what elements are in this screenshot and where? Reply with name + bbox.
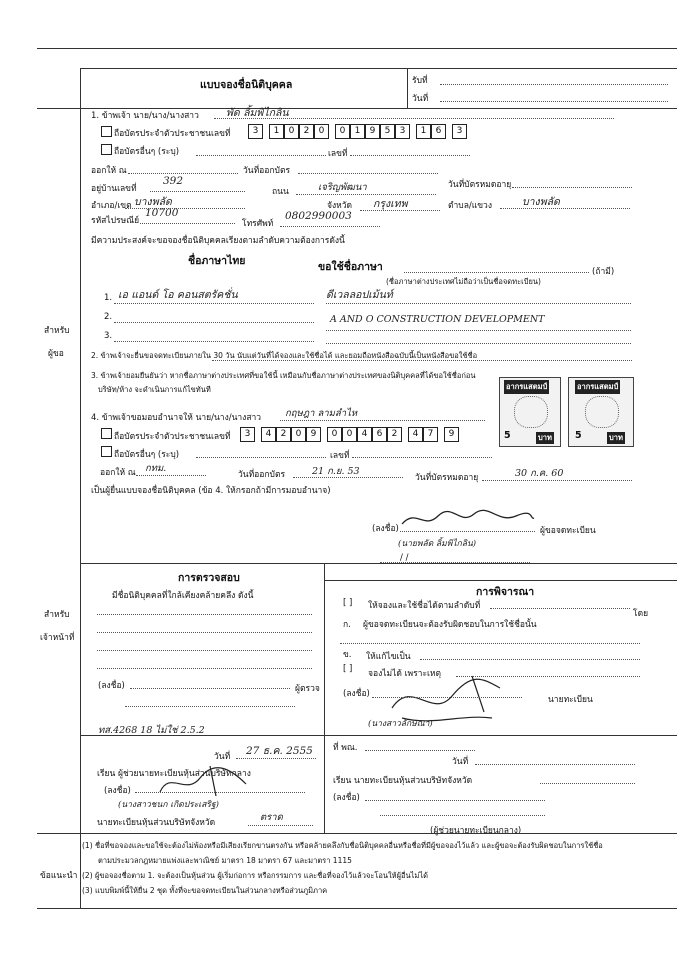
province: กรุงเทพ — [373, 198, 408, 210]
right-role: (ผู้ช่วยนายทะเบียนกลาง) — [430, 826, 522, 836]
opt1-bracket[interactable]: [ ] — [343, 598, 353, 608]
opt-b-field[interactable] — [420, 659, 640, 660]
id-digit-box: 1 — [269, 124, 284, 139]
right-to: เรียน นายทะเบียนหุ้นส่วนบริษัทจังหวัด — [333, 776, 473, 786]
right-sign-field[interactable] — [365, 800, 545, 801]
name-row-2-foreign: A AND O CONSTRUCTION DEVELOPMENT — [330, 314, 545, 325]
id-digit-box: 2 — [299, 124, 314, 139]
id-digit-box: 4 — [261, 427, 276, 442]
name-row-1-foreign-field[interactable] — [326, 303, 631, 304]
delegate-name: กฤษฎา ลามลำไห — [285, 408, 358, 419]
check-title: การตรวจสอบ — [178, 572, 240, 584]
other-card-label: ถือบัตรอื่นๆ (ระบุ) — [114, 147, 180, 157]
id-digit-box: 0 — [342, 427, 357, 442]
number-field[interactable] — [350, 155, 470, 156]
right-name-field[interactable] — [380, 815, 545, 816]
name-row-3-foreign-field[interactable] — [326, 343, 631, 344]
header-divider — [407, 68, 408, 108]
check-line-3[interactable] — [97, 650, 312, 651]
consider-header-line — [324, 580, 677, 581]
applicant-date-line: / / — [400, 553, 409, 563]
opt1-by: โดย — [633, 609, 649, 619]
expiry-field[interactable] — [512, 187, 632, 188]
delegate-issued-at: กทม. — [145, 463, 167, 474]
consider-title: การพิจารณา — [476, 586, 535, 598]
id-digit-box: 9 — [306, 427, 321, 442]
phone-field[interactable] — [280, 226, 380, 227]
delegate-name-field[interactable] — [280, 420, 485, 421]
id-digit-box: 0 — [327, 427, 342, 442]
district: บางพลัด — [522, 196, 560, 208]
applicant-side-label-1: สำหรับ — [44, 326, 70, 336]
applicant-side-label-2: ผู้ขอ — [48, 349, 64, 359]
id-digit-box: 2 — [387, 427, 402, 442]
officer-province: ตราด — [260, 812, 283, 823]
delegate-other-card-field[interactable] — [196, 457, 326, 458]
delegate-number-field[interactable] — [352, 457, 492, 458]
address-no-label: อยู่บ้านเลขที่ — [91, 184, 137, 194]
road-label: ถนน — [272, 187, 289, 197]
name-row-2-thai-field[interactable] — [114, 322, 314, 323]
applicant-name-field[interactable] — [214, 118, 614, 119]
item2-text: 2. ข้าพเจ้าจะยื่นขอจดทะเบียนภายใน 30 วัน นับแต่วันที่ได้จองและใช้ชื่อได้ และยอมถือหนังสือฉบับนี้เป็นหนังสือขอใช้ชื่อ — [91, 351, 478, 360]
name-row-2-no: 2. — [104, 312, 113, 322]
name-row-2-foreign-field[interactable] — [326, 330, 631, 331]
delegate-other-card-label: ถือบัตรอื่นๆ (ระบุ) — [114, 450, 180, 460]
no-field[interactable] — [365, 750, 475, 751]
id-digit-box: 6 — [372, 427, 387, 442]
revenue-stamp-2 — [568, 377, 634, 447]
no-label: ที่ พณ. — [333, 743, 358, 753]
phone-label: โทรศัพท์ — [242, 219, 274, 229]
address-no: 392 — [163, 175, 184, 187]
issue-date-label: วันที่ออกบัตร — [243, 166, 291, 176]
delegate-expiry-label: วันที่บัตรหมดอายุ — [415, 473, 479, 483]
id-digit-box: 3 — [248, 124, 263, 139]
province-field[interactable] — [360, 210, 440, 211]
item1-label: 1. ข้าพเจ้า นาย/นาง/นางสาว — [91, 111, 199, 121]
delegate-number-label: เลขที่ — [330, 451, 350, 461]
applicant-sign-role: ผู้ขอจดทะเบียน — [540, 526, 596, 536]
header-date-label: วันที่ — [412, 94, 429, 104]
item3-text-2: บริษัท/ห้าง จะดำเนินการแก้ไขทันที — [98, 385, 211, 394]
if-any-label: (ถ้ามี) — [592, 267, 615, 277]
check-line-4[interactable] — [97, 668, 312, 669]
name-row-3-no: 3. — [104, 331, 113, 341]
amphoe-field[interactable] — [125, 208, 245, 209]
stamp-1-value: 5 — [504, 430, 511, 441]
registrar-sign-label: (ลงชื่อ) — [343, 689, 370, 699]
opt-a-label: ก. — [343, 620, 351, 630]
item4-label: 4. ข้าพเจ้าขอมอบอำนาจให้ นาย/นาง/นางสาว — [91, 413, 262, 423]
name-row-1-thai-field[interactable] — [114, 303, 314, 304]
applicant-sign-field[interactable] — [400, 531, 535, 532]
name-row-1-no: 1. — [104, 293, 113, 303]
id-digit-box: 9 — [444, 427, 459, 442]
applicant-sign-label: (ลงชื่อ) — [372, 524, 399, 534]
delegate-issue-date: 21 ก.ย. 53 — [312, 466, 360, 477]
to-registrar: เรียน ผู้ช่วยนายทะเบียนหุ้นส่วนบริษัทกลาง — [97, 769, 251, 779]
other-card-field[interactable] — [196, 155, 326, 156]
right-date-field[interactable] — [475, 764, 635, 765]
revenue-stamp-1 — [499, 377, 561, 447]
name-row-1-thai: เอ แอนด์ โอ คอนสตรัคชั่น — [118, 289, 238, 301]
received-no-label: รับที่ — [412, 76, 428, 86]
officer-side-label-1: สำหรับ — [44, 610, 70, 620]
id-digit-box: 0 — [314, 124, 329, 139]
id-digit-box: 1 — [416, 124, 431, 139]
lower-date-label: วันที่ — [214, 752, 231, 762]
road: เจริญพัฒนา — [318, 182, 367, 193]
applicant-signature — [398, 506, 538, 532]
opt2-bracket[interactable]: [ ] — [343, 664, 353, 674]
postcode-label: รหัสไปรษณีย์ — [91, 216, 140, 226]
applicant-signer-name: (นายพลัด ลิ้มพิไกลิน) — [398, 539, 477, 549]
thai-name-header: ชื่อภาษาไทย — [188, 255, 246, 267]
id-digit-box: 3 — [240, 427, 255, 442]
checker-sign-label: (ลงชื่อ) — [98, 681, 125, 691]
header-top-line — [80, 68, 677, 69]
amphoe-label: อำเภอ/เขต — [91, 201, 132, 211]
officer-side-label-2: เจ้าหน้าที่ — [40, 633, 75, 643]
id-card-checkbox[interactable] — [101, 126, 112, 137]
officer-top-line — [80, 563, 677, 564]
id-digit-box: 5 — [380, 124, 395, 139]
stamp-2-text: อากรแสตมป์ — [575, 380, 620, 394]
bottom-border — [37, 908, 677, 909]
opt-a-text: ผู้ขอจดทะเบียนจะต้องรับผิดชอบในการใช้ชื่อนั้น — [363, 620, 537, 630]
address-no-field[interactable] — [150, 191, 245, 192]
note-line-2: ตามประมวลกฎหมายแพ่งและพาณิชย์ มาตรา 18 มาตรา 67 และมาตรา 1115 — [98, 856, 352, 865]
stamp-1-unit: บาท — [538, 433, 552, 442]
lower-sign-label: (ลงชื่อ) — [104, 786, 131, 796]
check-line-1[interactable] — [97, 614, 312, 615]
province-label: จังหวัด — [327, 201, 353, 211]
notes-side-label: ข้อแนะนำ — [40, 871, 78, 881]
note-line-4: (3) แบบพิมพ์นี้ให้ยื่น 2 ชุด ทั้งที่จะขอจดทะเบียนในส่วนกลางหรือส่วนภูมิภาค — [82, 886, 328, 895]
note-line-3: (2) ผู้ขอจองชื่อตาม 1. จะต้องเป็นหุ้นส่วน ผู้เริ่มก่อการ หรือกรรมการ และชื่อที่จองไว้แล้วจะโอนให้ผู้อื่นไม่ได้ — [82, 871, 428, 880]
foreign-note: (ชื่อภาษาต่างประเทศไม่ถือว่าเป็นชื่อจดทะเบียน) — [386, 277, 541, 286]
other-card-checkbox[interactable] — [101, 144, 112, 155]
foreign-name-header: ขอใช้ชื่อภาษา — [318, 261, 383, 273]
stamp-2-unit: บาท — [609, 433, 623, 442]
delegate-expiry-field[interactable] — [482, 480, 632, 481]
official-name: (นางสาวชนก เกิดประเสริฐ) — [118, 800, 219, 810]
delegate-note: เป็นผู้ยื่นแบบจองชื่อนิติบุคคล (ข้อ 4. ให้กรอกถ้ามีการมอบอำนาจ) — [91, 486, 331, 496]
purpose-text: มีความประสงค์จะขอจองชื่อนิติบุคคลเรียงตามลำดับความต้องการดังนี้ — [91, 236, 345, 246]
lower-date-value: 27 ธ.ค. 2555 — [246, 745, 313, 757]
road-field[interactable] — [296, 194, 436, 195]
check-text: มีชื่อนิติบุคคลที่ใกล้เคียงคล้ายคลึง ดังนี้ — [112, 591, 254, 601]
opt1-field[interactable] — [490, 608, 630, 609]
registrar-sign-field[interactable] — [372, 697, 522, 698]
checker-sign-field[interactable] — [130, 688, 290, 689]
checker-name-field[interactable] — [125, 706, 295, 707]
id-digit-box: 9 — [365, 124, 380, 139]
id-digit-box: 0 — [335, 124, 350, 139]
id-card-label: ถือบัตรประจำตัวประชาชนเลขที่ — [114, 129, 231, 139]
opt-b-text: ให้แก้ไขเป็น — [366, 652, 411, 662]
form-title: แบบจองชื่อนิติบุคคล — [200, 79, 293, 91]
amphoe: บางพลัด — [134, 196, 172, 208]
delegate-issued-at-field[interactable] — [136, 475, 206, 476]
id-digit-box: 0 — [284, 124, 299, 139]
delegate-id-checkbox[interactable] — [101, 428, 112, 439]
lower-date-field[interactable] — [236, 758, 316, 759]
opt-a-line[interactable] — [340, 643, 640, 644]
stamp-2-value: 5 — [575, 430, 582, 441]
opt1-text: ให้จองและใช้ชื่อได้ตามลำดับที่ — [368, 601, 481, 611]
opt-b-label: ข. — [343, 650, 352, 660]
right-date-label: วันที่ — [452, 757, 469, 767]
id-digit-box: 3 — [452, 124, 467, 139]
id-digit-box: 1 — [350, 124, 365, 139]
district-field[interactable] — [500, 208, 630, 209]
officer-role: นายทะเบียนหุ้นส่วนบริษัทจังหวัด — [97, 818, 216, 828]
id-digit-box: 4 — [408, 427, 423, 442]
stamp-1-emblem — [514, 396, 548, 428]
phone: 0802990003 — [285, 210, 352, 222]
top-border — [37, 48, 677, 49]
delegate-issued-at-label: ออกให้ ณ — [100, 468, 136, 478]
left-column-divider — [80, 68, 81, 908]
header-date-field[interactable] — [440, 101, 668, 102]
postcode: 10700 — [145, 207, 179, 219]
id-digit-box: 0 — [291, 427, 306, 442]
registrar-role: นายทะเบียน — [548, 695, 593, 705]
id-digit-box: 6 — [431, 124, 446, 139]
received-no-field[interactable] — [440, 84, 668, 85]
lower-signature — [150, 762, 270, 802]
check-line-2[interactable] — [97, 632, 312, 633]
lower-sign-field[interactable] — [135, 792, 305, 793]
id-digit-box: 2 — [276, 427, 291, 442]
number-label: เลขที่ — [328, 149, 348, 159]
delegate-issue-date-label: วันที่ออกบัตร — [238, 470, 286, 480]
delegate-id-label: ถือบัตรประจำตัวประชาชนเลขที่ — [114, 432, 231, 442]
note-line-1: (1) ชื่อที่ขอจองและขอใช้จะต้องไม่พ้องหรือมีเสียงเรียกขานตรงกัน หรือคล้ายคลึงกับชื่อนิติบุคคลอื่นหรือชื่อที่มีผู้ขอจองไว้แล้ว และผู้ขอจะต้องรับผิดชอบในการใช้ชื่อ — [82, 841, 603, 850]
stamp-1-text: อากรแสตมป์ — [504, 380, 549, 394]
delegate-expiry: 30 ก.ค. 60 — [515, 468, 564, 479]
name-row-3-thai-field[interactable] — [114, 341, 314, 342]
issue-date-field[interactable] — [298, 173, 438, 174]
item3-text-1: 3. ข้าพเจ้ายอมยืนยันว่า หากชื่อภาษาต่างประเทศที่ขอใช้นี้ เหมือนกับชื่อภาษาต่างประเทศของนิติบุคคลที่ได้ขอใช้ชื่อก่อน — [91, 371, 476, 380]
delegate-issue-date-field[interactable] — [293, 477, 403, 478]
right-to-field[interactable] — [540, 783, 635, 784]
notes-top-line — [37, 833, 677, 834]
checker-role: ผู้ตรวจ — [295, 684, 320, 694]
id-digit-box: 7 — [423, 427, 438, 442]
registrar-name: (นางสาวลักษณา) — [368, 719, 433, 729]
delegate-other-card-checkbox[interactable] — [101, 446, 112, 457]
name-row-1-foreign: ดีเวลลอปเม้นท์ — [326, 289, 393, 301]
item2-line — [212, 360, 632, 361]
right-sign-label: (ลงชื่อ) — [333, 793, 360, 803]
receipt-ref: ทส.4268 18 ไม่ใช่ 2.5.2 — [98, 725, 205, 736]
foreign-language-field[interactable] — [404, 272, 589, 273]
district-label: ตำบล/แขวง — [448, 201, 492, 211]
postcode-field[interactable] — [140, 223, 235, 224]
stamp-2-emblem — [585, 396, 619, 428]
id-digit-box: 4 — [357, 427, 372, 442]
issued-at-field[interactable] — [128, 173, 238, 174]
expiry-label: วันที่บัตรหมดอายุ — [448, 180, 512, 190]
officer-mid-divider — [324, 563, 325, 833]
issued-at-label: ออกให้ ณ — [91, 166, 127, 176]
officer-province-field[interactable] — [248, 825, 313, 826]
applicant-name: พัด ลิ้มพิไกลิน — [226, 107, 289, 119]
id-digit-box: 3 — [395, 124, 410, 139]
opt2-text: จองไม่ได้ เพราะเหตุ — [368, 669, 442, 679]
